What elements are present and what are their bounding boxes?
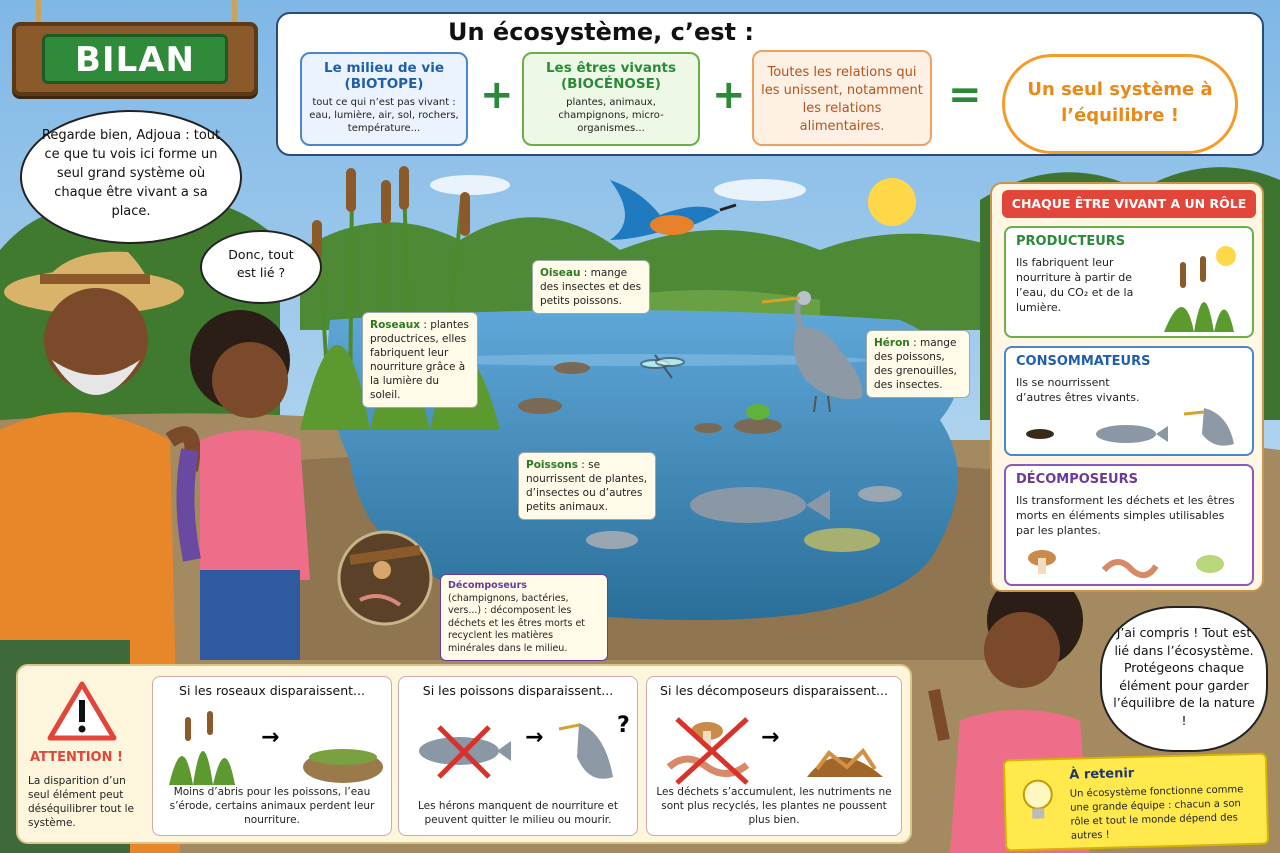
worm-icon — [1104, 562, 1156, 575]
scenario-roseaux — [152, 676, 392, 836]
bacteria-icon — [1196, 555, 1224, 573]
label-decomposeurs-name: Décomposeurs — [448, 580, 527, 591]
fish-crossed-heron-illustration — [409, 707, 631, 791]
label-heron-name: Héron — [874, 337, 910, 349]
producteurs-title: PRODUCTEURS — [1016, 234, 1126, 249]
scenario-decomposeurs-title: Si les décomposeurs disparaissent... — [660, 683, 888, 698]
consommateurs-title: CONSOMMATEURS — [1016, 354, 1151, 369]
scenario-decomposeurs-desc: Les déchets s’accumulent, les nutriments ne sont plus recyclés, les plantes ne poussent plus bien. — [656, 786, 892, 826]
label-roseaux-name: Roseaux — [370, 319, 421, 331]
label-decomposeurs-text: (champignons, bactéries, vers...) : décomposent les déchets et les êtres morts et recyclent les matières minérales dans le milieu. — [448, 592, 586, 654]
a-retenir-title: À retenir — [1069, 766, 1135, 783]
consommateurs-card — [1004, 346, 1254, 456]
label-oiseau-text: : mange des insectes et des petits poissons. — [540, 267, 642, 307]
decomposeurs-desc: Ils transforment les déchets et les êtres morts en éléments simples utilisables par les plantes. — [1016, 494, 1235, 537]
biotope-desc: tout ce qui n’est pas vivant : eau, lumière, air, sol, rochers, température... — [309, 97, 459, 134]
attention-text: La disparition d’un seul élément peut déséquilibrer tout le système. — [28, 775, 135, 829]
scenario-roseaux-desc: Moins d’abris pour les poissons, l’eau s’érode, certains animaux perdent leur nourriture. — [169, 786, 375, 826]
decomposeurs-card — [1004, 464, 1254, 586]
arrow-icon: → — [261, 725, 280, 750]
lightbulb-icon — [1017, 774, 1058, 829]
ant-icon — [1026, 429, 1054, 439]
girl-2-speech-bubble: J’ai compris ! Tout est lié dans l’écosystème. Protégeons chaque élément pour garder l’équilibre de la nature ! — [1100, 606, 1268, 752]
plus-sign: + — [480, 72, 514, 118]
biotope-line1: Le milieu de vie — [324, 60, 444, 76]
equilibrium-cloud: Un seul système à l’équilibre ! — [1002, 54, 1238, 154]
scenario-poissons-title: Si les poissons disparaissent... — [422, 683, 614, 698]
consumers-icons — [1014, 404, 1248, 454]
label-poissons-name: Poissons — [526, 459, 578, 471]
label-oiseau — [532, 260, 650, 314]
ecosystem-definition-panel — [276, 12, 1264, 156]
relations-text: Toutes les relations qui les unissent, notamment les relations alimentaires. — [761, 65, 923, 134]
relations-box — [752, 50, 932, 146]
equals-sign: = — [948, 72, 982, 118]
consommateurs-desc: Ils se nourrissent d’autres êtres vivants. — [1016, 376, 1140, 404]
producteurs-card — [1004, 226, 1254, 338]
frog-icon — [746, 404, 770, 420]
bilan-sign — [12, 22, 258, 96]
scenario-poissons-desc: Les hérons manquent de nourriture et peuvent quitter le milieu ou mourir. — [417, 800, 619, 826]
a-retenir-text: Un écosystème fonctionne comme une grande équipe : chacun a son rôle et tout le monde dépend des autres ! — [1069, 784, 1244, 842]
ecosystem-title: Un écosystème, c’est : — [448, 18, 754, 46]
label-poissons-text: : se nourrissent de plantes, d’insectes ou d’autres petits animaux. — [526, 459, 648, 513]
warning-icon — [46, 680, 118, 742]
scenario-decomposeurs — [646, 676, 902, 836]
label-heron — [866, 330, 970, 398]
arrow-icon: → — [525, 725, 544, 750]
decomposers-icons — [1026, 544, 1236, 582]
bilan-label: BILAN — [42, 34, 228, 84]
biocenose-line1: Les êtres vivants — [545, 60, 677, 76]
producteurs-desc: Ils fabriquent leur nourriture à partir de l’eau, du CO₂ et de la lumière. — [1016, 256, 1134, 314]
label-heron-text: : mange des poissons, des grenouilles, des insectes. — [874, 337, 957, 391]
reeds-sun-icon — [1154, 242, 1244, 334]
roles-header: CHAQUE ÊTRE VIVANT A UN RÔLE — [1002, 190, 1256, 218]
sun-icon — [868, 178, 916, 226]
biocenose-box — [522, 52, 700, 146]
label-roseaux — [362, 312, 478, 408]
fish-icon — [1096, 425, 1156, 443]
label-decomposeurs — [440, 574, 608, 661]
consequences-panel — [16, 664, 912, 844]
scenario-poissons — [398, 676, 638, 836]
label-oiseau-name: Oiseau — [540, 267, 581, 279]
heron-icon — [1202, 408, 1234, 446]
a-retenir-note — [1003, 753, 1269, 852]
decomposeurs-title: DÉCOMPOSEURS — [1016, 472, 1138, 487]
grandpa-speech-bubble: Regarde bien, Adjoua : tout ce que tu vois ici forme un seul grand système où chaque être vivant a sa place. — [20, 110, 242, 244]
scenario-roseaux-title: Si les roseaux disparaissent... — [179, 683, 365, 698]
arrow-icon: → — [761, 725, 780, 750]
question-mark: ? — [617, 713, 630, 738]
attention-title: ATTENTION ! — [30, 750, 123, 765]
biotope-line2: (BIOTOPE) — [344, 76, 424, 92]
girl-speech-bubble: Donc, tout est lié ? — [200, 230, 322, 304]
plus-sign: + — [712, 72, 746, 118]
label-poissons — [518, 452, 656, 520]
biocenose-desc: plantes, animaux, champignons, micro-organismes... — [558, 97, 664, 134]
biocenose-line2: (BIOCÉNOSE) — [561, 76, 661, 92]
roles-panel — [990, 182, 1264, 592]
label-roseaux-text: : plantes productrices, elles fabriquent leur nourriture grâce à la lumière du soleil. — [370, 319, 469, 401]
biotope-box — [300, 52, 468, 146]
